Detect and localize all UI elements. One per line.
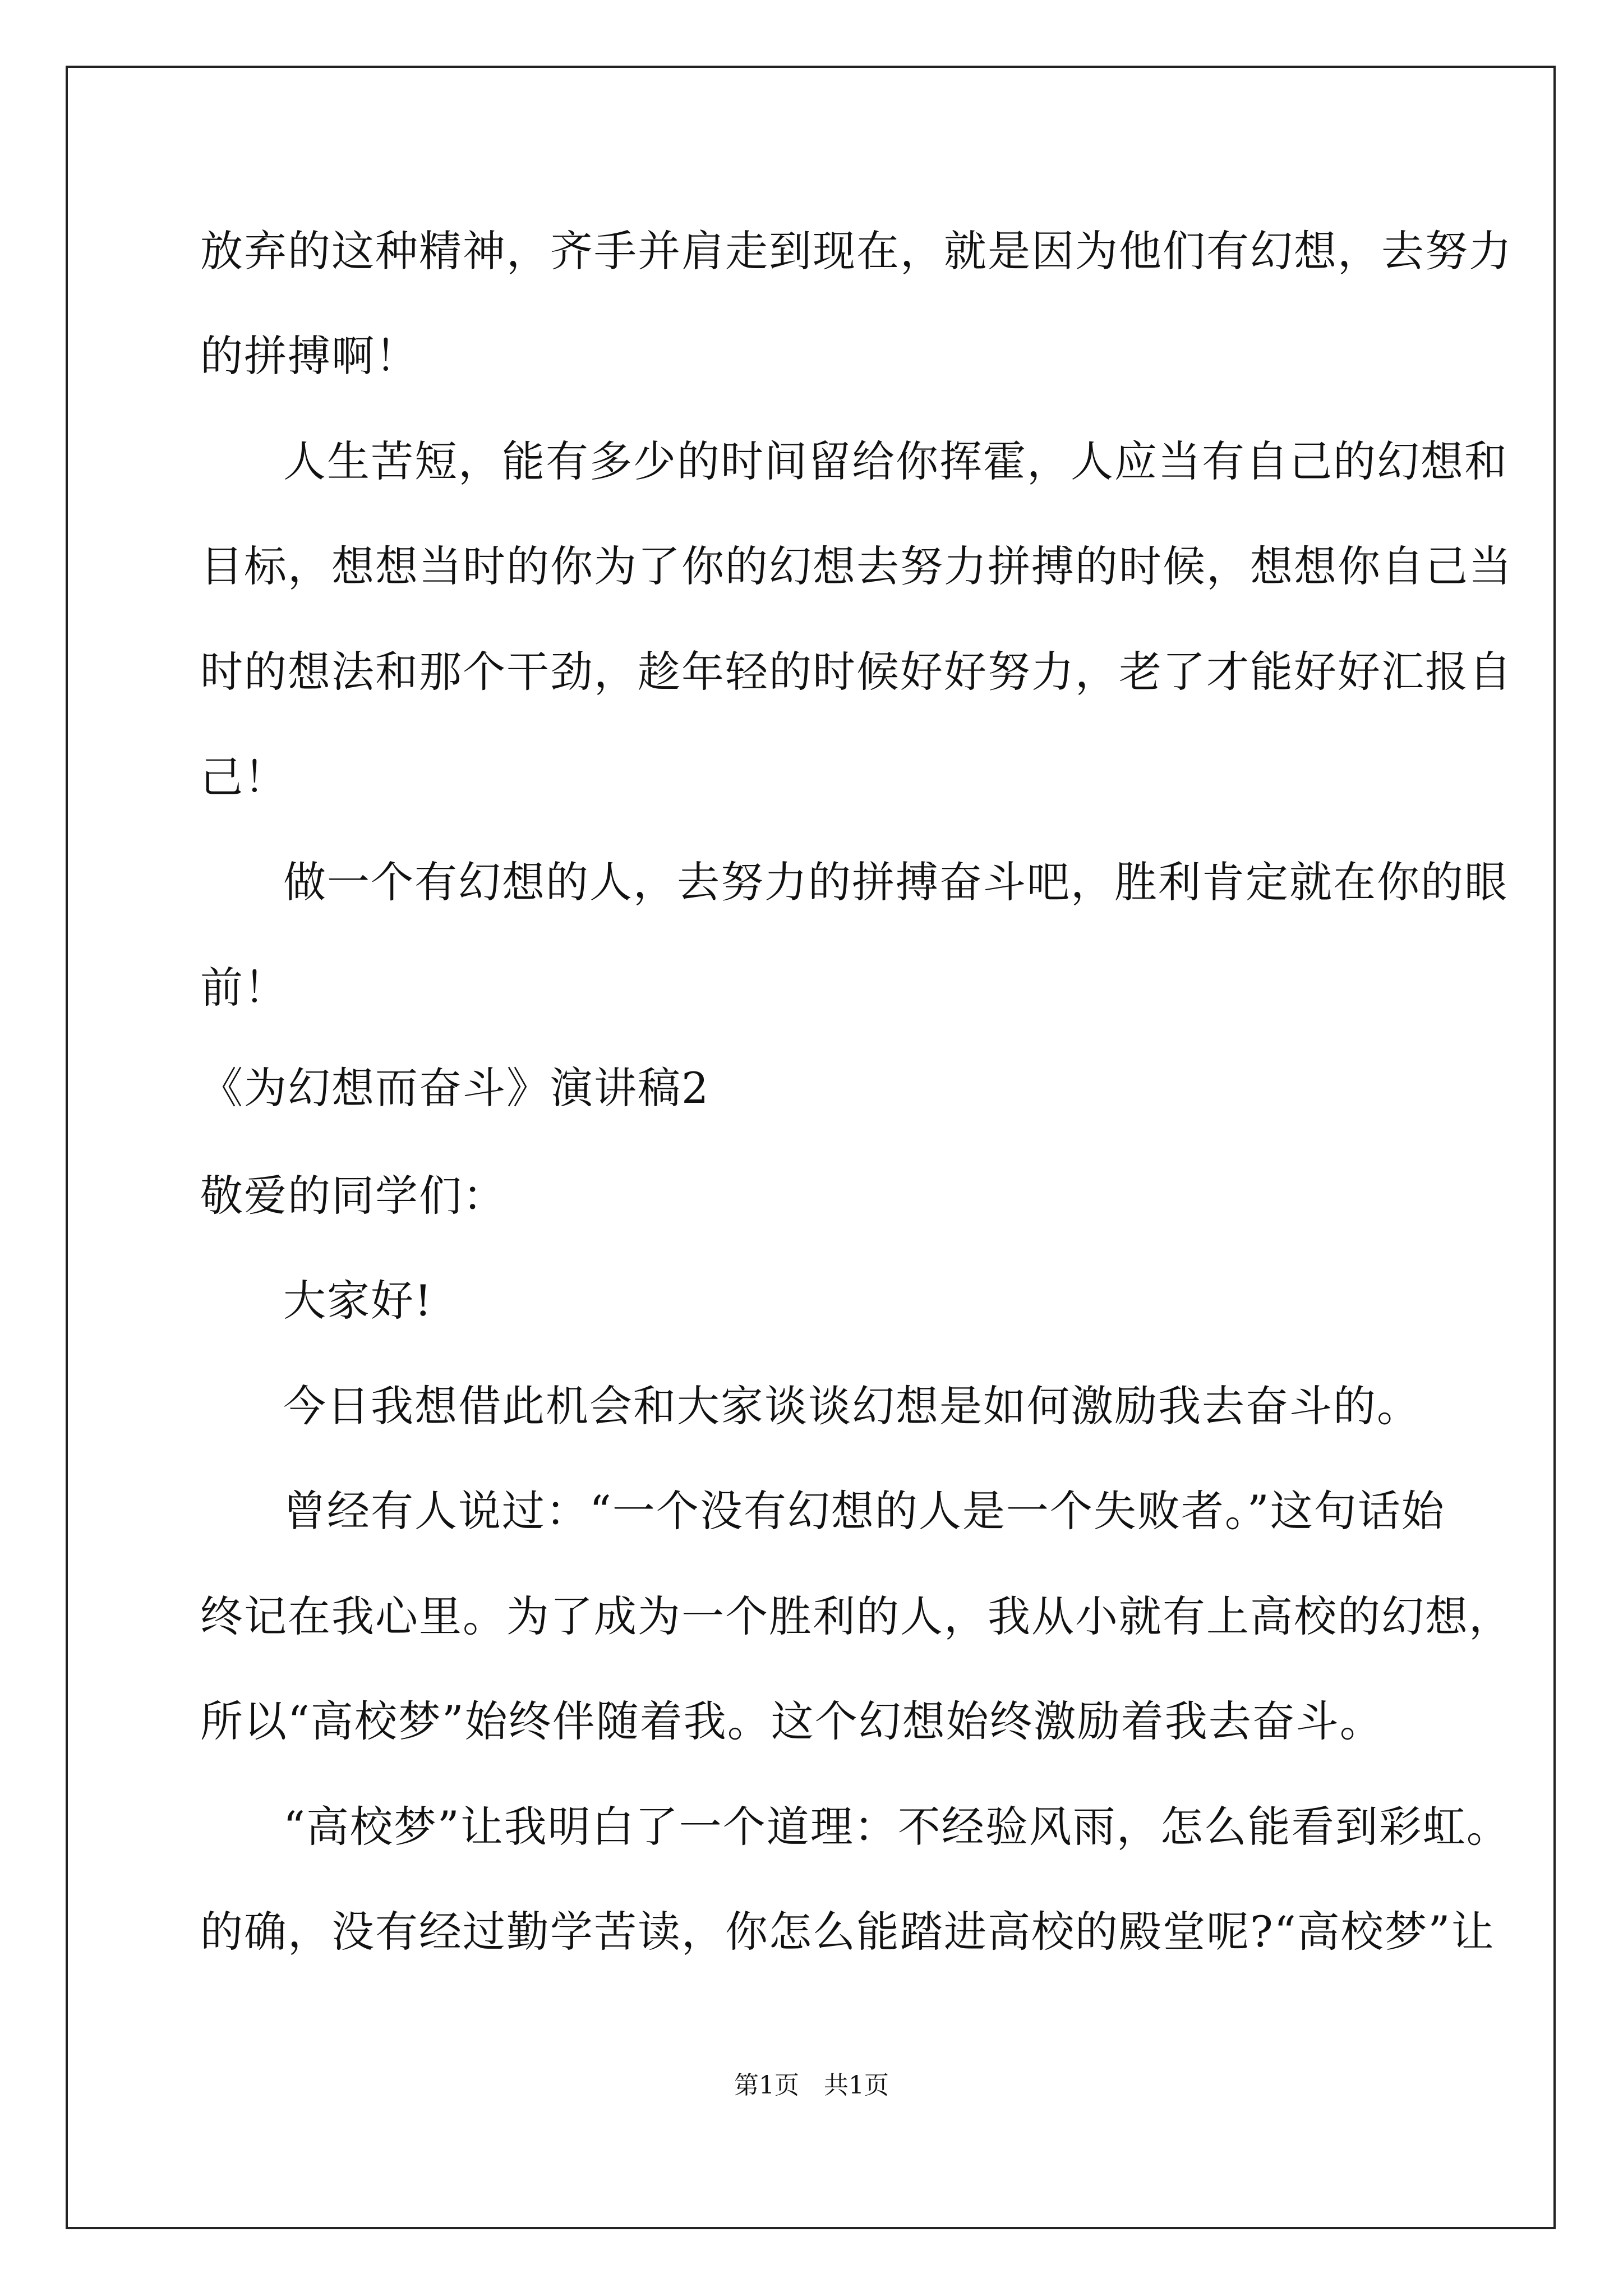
paragraph-line: 所以“高校梦”始终伴随着我。这个幻想始终激励着我去奋斗。 — [200, 1696, 1384, 1746]
paragraph-line: 的拼搏啊！ — [200, 331, 419, 381]
paragraph-line: 目标，想想当时的你为了你的幻想去努力拼搏的时候，想想你自己当 — [200, 541, 1513, 591]
paragraph-line: 的确，没有经过勤学苦读，你怎么能踏进高校的殿堂呢?“高校梦”让 — [200, 1907, 1495, 1957]
section-title: 《为幻想而奋斗》演讲稿2 — [200, 1063, 710, 1113]
paragraph-line: 曾经有人说过：“一个没有幻想的人是一个失败者。”这句话始 — [283, 1486, 1445, 1536]
paragraph-line: 做一个有幻想的人，去努力的拼搏奋斗吧，胜利肯定就在你的眼 — [283, 857, 1508, 907]
paragraph-line: 终记在我心里。为了成为一个胜利的人，我从小就有上高校的幻想， — [200, 1591, 1513, 1641]
paragraph-line: 今日我想借此机会和大家谈谈幻想是如何激励我去奋斗的。 — [283, 1381, 1421, 1431]
greeting: 大家好! — [283, 1276, 433, 1326]
page-footer: 第1页 共1页 — [734, 2071, 889, 2100]
paragraph-line: 前！ — [200, 963, 288, 1013]
salutation: 敬爱的同学们： — [200, 1171, 506, 1221]
paragraph-line: 放弃的这种精神，齐手并肩走到现在，就是因为他们有幻想，去努力 — [200, 226, 1513, 276]
paragraph-line: 己！ — [200, 752, 288, 802]
paragraph-line: 时的想法和那个干劲，趁年轻的时候好好努力，老了才能好好汇报自 — [200, 647, 1513, 697]
paragraph-line: 人生苦短，能有多少的时间留给你挥霍，人应当有自己的幻想和 — [283, 436, 1508, 486]
paragraph-line: “高校梦”让我明白了一个道理：不经验风雨，怎么能看到彩虹。 — [283, 1802, 1510, 1852]
